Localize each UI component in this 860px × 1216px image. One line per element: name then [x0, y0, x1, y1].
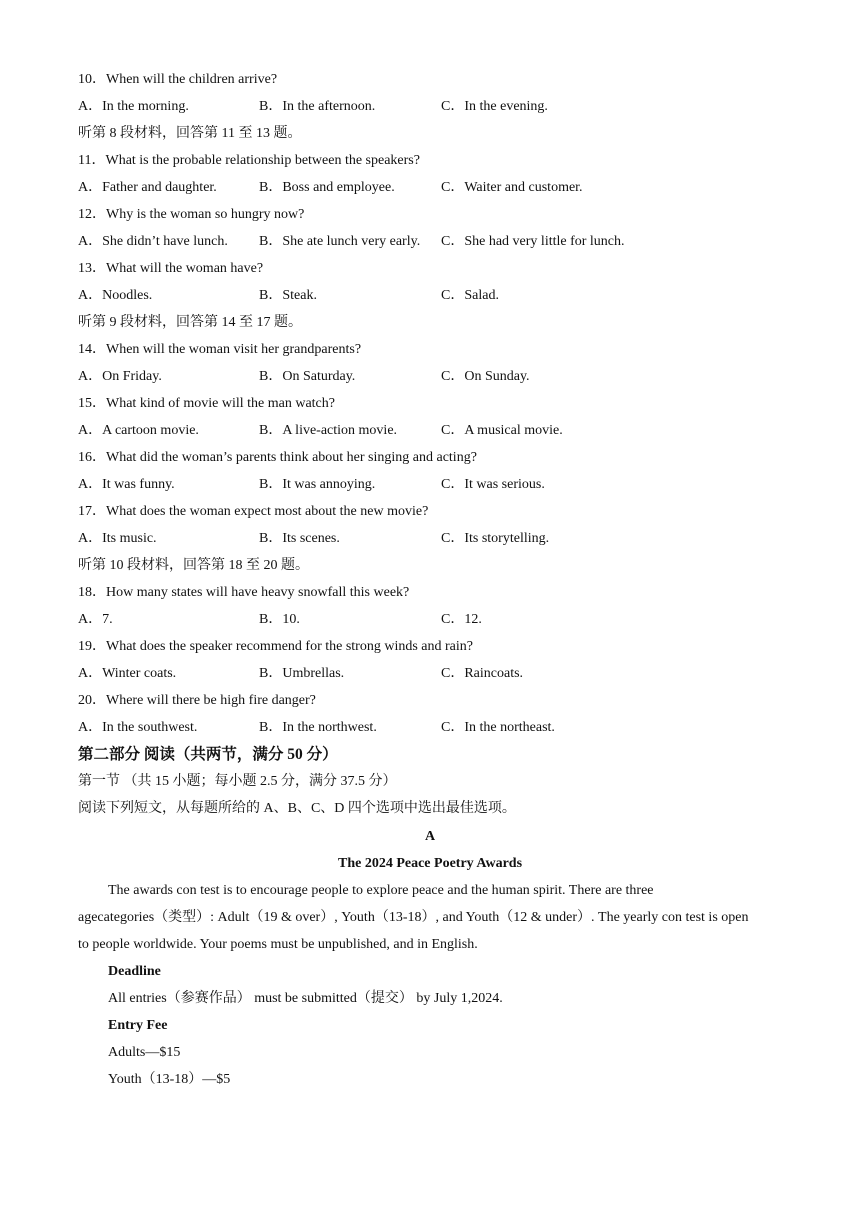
question-14: 14．When will the woman visit her grandparents? — [78, 342, 362, 357]
material-8-instruction: 听第 8 段材料，回答第 11 至 13 题。 — [78, 126, 302, 141]
option-c: C．It was serious. — [441, 477, 545, 492]
option-c: C．In the northeast. — [441, 720, 555, 735]
option-a: A．In the morning. — [78, 99, 189, 114]
part-2-heading: 第二部分 阅读（共两节，满分 50 分） — [78, 746, 338, 763]
options-20 — [78, 719, 798, 737]
option-b: B．Umbrellas. — [259, 666, 345, 681]
passage-title: The 2024 Peace Poetry Awards — [337, 856, 523, 871]
reading-directions: 阅读下列短文，从每题所给的 A、B、C、D 四个选项中选出最佳选项。 — [78, 801, 516, 816]
option-a: A．Father and daughter. — [78, 180, 217, 195]
option-b: B．A live-action movie. — [259, 423, 398, 438]
option-c: C．On Sunday. — [441, 369, 530, 384]
option-a: A．On Friday. — [78, 369, 162, 384]
option-a: A．Its music. — [78, 531, 157, 546]
question-17: 17．What does the woman expect most about the new movie? — [78, 504, 429, 519]
option-c: C．In the evening. — [441, 99, 548, 114]
option-a: A．7. — [78, 612, 113, 627]
option-b: B．In the afternoon. — [259, 99, 376, 114]
question-18: 18．How many states will have heavy snowfall this week? — [78, 585, 410, 600]
option-c: C．Raincoats. — [441, 666, 524, 681]
option-b: B．10. — [259, 612, 300, 627]
option-b: B．In the northwest. — [259, 720, 377, 735]
question-16: 16．What did the woman’s parents think about her singing and acting? — [78, 450, 477, 465]
option-a: A．Noodles. — [78, 288, 153, 303]
options-16 — [78, 476, 798, 494]
options-15 — [78, 422, 798, 440]
question-10: 10．When will the children arrive? — [78, 72, 278, 87]
options-10 — [78, 98, 798, 116]
option-a: A．In the southwest. — [78, 720, 198, 735]
fee-adults: Adults—$15 — [108, 1045, 181, 1060]
material-9-instruction: 听第 9 段材料，回答第 14 至 17 题。 — [78, 315, 302, 330]
question-20: 20．Where will there be high fire danger? — [78, 693, 316, 708]
option-c: C．Waiter and customer. — [441, 180, 583, 195]
fee-youth: Youth（13-18）—$5 — [108, 1072, 231, 1087]
option-c: C．Salad. — [441, 288, 499, 303]
option-a: A．It was funny. — [78, 477, 175, 492]
option-b: B．Its scenes. — [259, 531, 340, 546]
option-c: C．12. — [441, 612, 482, 627]
deadline-heading: Deadline — [108, 964, 161, 979]
option-b: B．Boss and employee. — [259, 180, 395, 195]
option-a: A．A cartoon movie. — [78, 423, 199, 438]
section-1-heading: 第一节 （共 15 小题；每小题 2.5 分，满分 37.5 分） — [78, 774, 397, 789]
question-13: 13．What will the woman have? — [78, 261, 264, 276]
option-b: B．Steak. — [259, 288, 317, 303]
entry-fee-heading: Entry Fee — [108, 1018, 168, 1033]
option-a: A．Winter coats. — [78, 666, 177, 681]
option-b: B．She ate lunch very early. — [259, 234, 421, 249]
options-14 — [78, 368, 798, 386]
paragraph-line-3: to people worldwide. Your poems must be unpublished, and in English. — [78, 937, 478, 952]
option-a: A．She didn’t have lunch. — [78, 234, 228, 249]
options-18 — [78, 611, 798, 629]
option-c: C．Its storytelling. — [441, 531, 550, 546]
options-11 — [78, 179, 798, 197]
question-19: 19．What does the speaker recommend for the strong winds and rain? — [78, 639, 473, 654]
question-15: 15．What kind of movie will the man watch? — [78, 396, 335, 411]
options-19 — [78, 665, 798, 683]
options-17 — [78, 530, 798, 548]
question-12: 12．Why is the woman so hungry now? — [78, 207, 305, 222]
question-11: 11．What is the probable relationship between the speakers? — [78, 153, 420, 168]
option-c: C．A musical movie. — [441, 423, 563, 438]
material-10-instruction: 听第 10 段材料，回答第 18 至 20 题。 — [78, 558, 309, 573]
paragraph-line-2: agecategories（类型）: Adult（19 & over）, Youth（13-18）, and Youth（12 & under）. The yearly con test is open — [78, 910, 749, 925]
option-b: B．It was annoying. — [259, 477, 376, 492]
option-b: B．On Saturday. — [259, 369, 356, 384]
option-c: C．She had very little for lunch. — [441, 234, 625, 249]
options-13 — [78, 287, 798, 305]
paragraph-line-1: The awards con test is to encourage people to explore peace and the human spirit. There are three — [108, 883, 654, 898]
deadline-text: All entries（参赛作品） must be submitted（提交） by July 1,2024. — [108, 991, 503, 1006]
passage-letter: A — [424, 829, 436, 844]
options-12 — [78, 233, 798, 251]
